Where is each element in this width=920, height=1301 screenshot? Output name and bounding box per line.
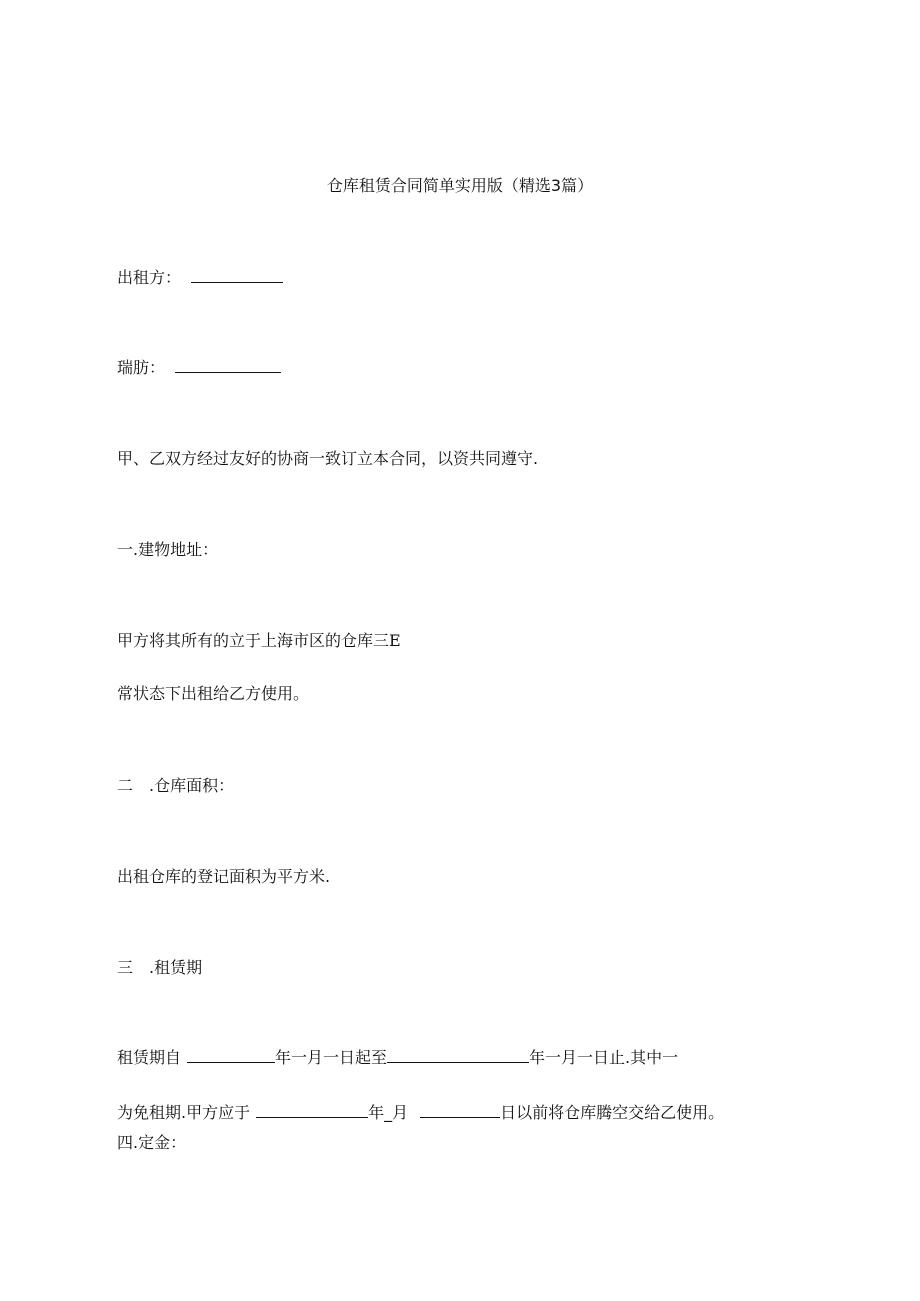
section3-heading-line xyxy=(117,958,202,978)
lessee-label: 瑞肪： xyxy=(117,358,166,377)
section1-text-a xyxy=(117,631,401,651)
lease-end-year-blank xyxy=(387,1048,529,1063)
vacate-year-blank xyxy=(256,1103,368,1118)
section3-heading: .租赁期 xyxy=(149,958,203,977)
lease-line2-c: 日以前将仓库腾空交给乙使用。 xyxy=(500,1103,725,1122)
lease-line1-a: 租赁期自 xyxy=(117,1048,182,1067)
lessor-line xyxy=(117,268,283,288)
lessor-blank xyxy=(191,268,283,283)
section2-heading: .仓库面积： xyxy=(149,776,235,795)
lease-line1-b: 年一月一日起至 xyxy=(275,1048,388,1067)
vacate-day-blank xyxy=(420,1103,500,1118)
lease-line1-c: 年一月一日止.其中一 xyxy=(529,1048,679,1067)
lessor-label: 出租方： xyxy=(117,268,182,287)
section1-heading: 一.建物地址： xyxy=(117,540,219,559)
lease-line2-a: 为免租期.甲方应于 xyxy=(117,1103,251,1122)
lease-start-year-blank xyxy=(187,1048,275,1063)
section1-text-a-tail: 三E xyxy=(373,631,401,650)
lease-line2-b: 年_月 xyxy=(368,1103,409,1122)
section2-heading-line xyxy=(117,776,234,796)
lease-period-line2 xyxy=(117,1103,724,1123)
section1-text-b: 常状态下出租给乙方使用。 xyxy=(117,684,310,703)
document-title: 仓库租赁合同简单实用版（精选3篇） xyxy=(326,176,594,195)
section2-text: 出租仓库的登记面积为平方米. xyxy=(117,867,331,886)
lessee-line xyxy=(117,358,281,378)
section3-number: 三 xyxy=(117,958,134,977)
section4-heading: 四.定金： xyxy=(117,1133,187,1152)
lease-period-line1 xyxy=(117,1048,678,1068)
section1-text-a-main: 甲方将其所有的立于上海市区的仓库 xyxy=(117,631,374,650)
section2-number: 二 xyxy=(117,776,134,795)
lessee-blank xyxy=(175,358,281,373)
preamble-text: 甲、乙双方经过友好的协商一致订立本合同，以资共同遵守. xyxy=(117,449,539,468)
